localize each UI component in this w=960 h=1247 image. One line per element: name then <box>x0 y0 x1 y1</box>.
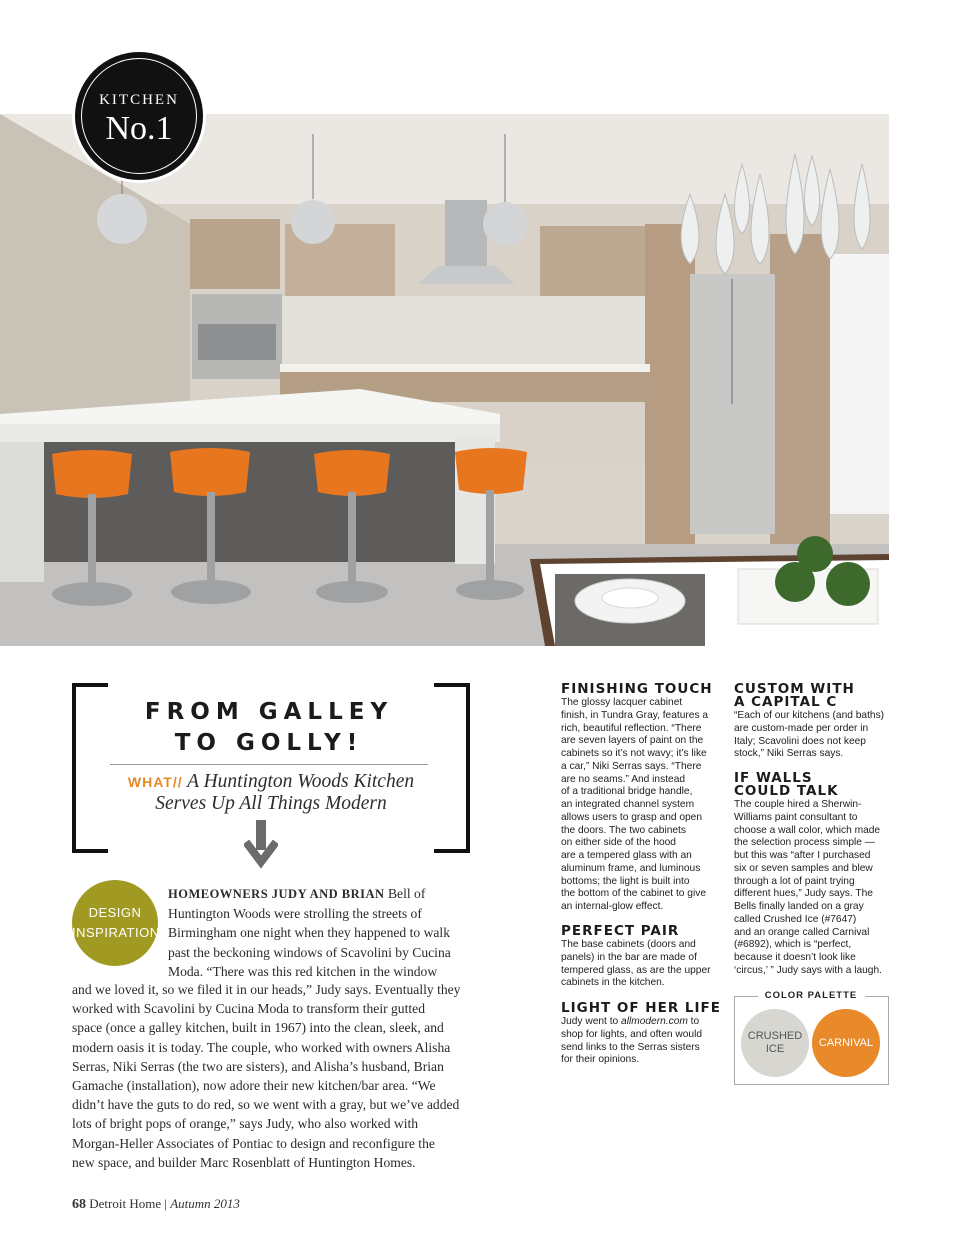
walls-title-line-1: IF WALLS <box>734 770 813 786</box>
swatch-label: ICE <box>765 1043 785 1055</box>
sidebar-line: send links to the Serras sisters <box>561 1041 700 1053</box>
deck <box>106 771 436 814</box>
body-line: Moda. “There was this red kitchen in the window <box>168 963 438 979</box>
badge-label: KITCHEN <box>99 92 179 108</box>
design-inspiration-line-1: DESIGN <box>88 905 142 920</box>
folio <box>72 1196 240 1213</box>
deck-line-2: Serves Up All Things Modern <box>155 793 387 814</box>
body-line: modern oasis it is today. The couple, who worked with owners Alisha <box>72 1039 451 1055</box>
sidebar-line: allows users to grasp and open <box>561 811 703 823</box>
color-palette-title: COLOR PALETTE <box>764 990 858 1001</box>
sidebar-line: an internal-glow effect. <box>561 901 664 912</box>
sidebar-line: ‘circus,’ ” Judy says with a laugh. <box>734 964 882 976</box>
sidebar-line: because it doesn’t look like <box>734 952 856 963</box>
body-line: Serras, Niki Serras (the two are sisters), and Alisha’s husband, Brian <box>72 1058 444 1074</box>
sidebar-line: an integrated channel system <box>561 799 695 810</box>
carnival-swatch <box>812 1009 880 1077</box>
custom-title <box>734 683 855 709</box>
what-slashes: // <box>172 774 183 790</box>
body-line: new space, and builder Marc Rosenblatt of Huntington Homes. <box>72 1154 416 1170</box>
headline-bracket-left <box>72 683 108 853</box>
palette-top-rule-left <box>734 996 758 997</box>
perfect-pair-title: PERFECT PAIR <box>561 923 680 939</box>
perfect-pair-text <box>561 939 721 990</box>
design-inspiration-badge <box>72 880 158 966</box>
allmodern-link[interactable]: allmodern.com <box>621 1016 688 1027</box>
body-line: didn’t have the guts to do red, so we went with a gray, but we’ve added <box>72 1097 460 1113</box>
sidebar-line: choose a wall color, which made <box>734 824 881 836</box>
what-label: WHAT <box>127 774 173 790</box>
sidebar-text: to <box>687 1016 700 1027</box>
sidebar-line: rich, beautiful reflection. “There <box>561 722 702 734</box>
body-wide <box>72 980 472 1172</box>
sidebar-line: The base cabinets (doors and <box>561 939 696 950</box>
sidebar-line: finish, in Tundra Gray, features a <box>561 709 709 721</box>
palette-top-rule-right <box>865 996 889 997</box>
headline-line-2: TO GOLLY! <box>174 730 364 756</box>
sidebar-line: cabinets so it’s not wavy; it’s like <box>561 748 707 759</box>
sidebar-line: the selection process simple — <box>734 837 875 849</box>
arrow-down-icon <box>244 820 278 870</box>
sidebar-line: (#6892), which is “perfect, <box>734 939 852 951</box>
sidebar-line: and an orange called Carnival <box>734 926 870 938</box>
sidebar-line: The couple hired a Sherwin- <box>734 799 862 810</box>
custom-text <box>734 710 894 761</box>
if-walls-title <box>734 772 839 798</box>
headline-bracket-right <box>434 683 470 853</box>
sidebar-line: the bottom of the cabinet to give <box>561 888 706 900</box>
deck-line-1: A Huntington Woods Kitchen <box>187 771 415 792</box>
finishing-touch-text <box>561 697 721 914</box>
body-lead: HOMEOWNERS JUDY AND BRIAN <box>168 887 385 901</box>
sidebar-line: a car,” Niki Serras says. “There <box>561 760 702 772</box>
custom-title-line-2: A CAPITAL C <box>734 694 838 710</box>
body-line: lots of bright pops of orange,” says Judy, who also worked with <box>72 1116 419 1132</box>
magazine-name: Detroit Home <box>89 1196 162 1211</box>
sidebar-line: the doors. The two cabinets <box>561 824 686 836</box>
if-walls-text <box>734 799 894 978</box>
sidebar-line: are a tempered glass with an <box>561 850 692 861</box>
headline-line-1: FROM GALLEY <box>144 699 394 725</box>
sidebar-line: on either side of the hood <box>561 837 676 849</box>
sidebar-line: aluminum frame, and luminous <box>561 862 701 874</box>
sidebar-line: shop for lights, and often would <box>561 1028 703 1040</box>
sidebar-text: Judy went to <box>561 1016 622 1027</box>
sidebar-line: called Crushed Ice (#7647) <box>734 913 857 925</box>
sidebar-line: “Each of our kitchens (and baths) <box>734 710 885 721</box>
sidebar-line: cabinets in the kitchen. <box>561 977 665 989</box>
kitchen-photo <box>0 114 889 646</box>
kitchen-number-badge <box>72 49 206 183</box>
sidebar-line: through a lot of paint trying <box>734 875 855 887</box>
page-number: 68 <box>72 1197 86 1212</box>
light-of-her-life-title: LIGHT OF HER LIFE <box>561 1000 721 1016</box>
body-line: Huntington Woods were strolling the streets of <box>168 906 422 922</box>
body-line: past the beckoning windows of Scavolini by Cucina <box>168 944 451 960</box>
headline-divider <box>110 764 428 765</box>
body-line: Bell of <box>384 886 426 901</box>
body-line: worked with Scavolini by Cucina Moda to transform their gutted <box>72 1001 425 1017</box>
crushed-ice-swatch <box>741 1009 809 1077</box>
sidebar-line: different hues,” Judy says. The <box>734 888 873 900</box>
sidebar-line: are custom-made per order in <box>734 722 869 734</box>
badge-number: No.1 <box>105 110 173 147</box>
swatch-label: CARNIVAL <box>818 1036 874 1049</box>
sidebar-line: are no seams.” And instead <box>561 773 686 785</box>
body-line: and we loved it, so we filed it in our heads,” Judy says. Eventually they <box>72 982 461 997</box>
headline <box>110 697 428 759</box>
sidebar-line: are seven layers of paint on the <box>561 735 704 747</box>
walls-title-line-2: COULD TALK <box>734 783 839 799</box>
design-inspiration-line-2: INSPIRATION <box>72 925 160 940</box>
sidebar-line: The glossy lacquer cabinet <box>561 697 683 708</box>
finishing-touch-title: FINISHING TOUCH <box>561 681 713 697</box>
light-of-her-life-text <box>561 1016 721 1067</box>
sidebar-line: but this was “after I purchased <box>734 850 871 861</box>
sidebar-line: bottoms; the light is built into <box>561 875 690 887</box>
sidebar-line: for their opinions. <box>561 1054 640 1066</box>
body-line: space (once a galley kitchen, built in 1967) into the clean, sleek, and <box>72 1020 444 1036</box>
sidebar-line: Bells finally landed on a gray <box>734 901 864 912</box>
issue-date: Autumn 2013 <box>170 1196 240 1211</box>
sidebar-line: tempered glass, as are the upper <box>561 964 711 976</box>
sidebar-line: Williams paint consultant to <box>734 811 858 823</box>
body-line: Gamache (installation), now adore their new kitchen/bar area. “We <box>72 1078 436 1094</box>
sidebar-line: panels) in the bar are made of <box>561 951 697 963</box>
sidebar-line: six or seven samples and blew <box>734 862 873 874</box>
custom-title-line-1: CUSTOM WITH <box>734 681 855 697</box>
body-line: Birmingham one night when they happened to walk <box>168 925 451 941</box>
body-narrow <box>168 884 468 981</box>
body-line: Morgan-Heller Associates of Pontiac to design and reconfigure the <box>72 1135 435 1151</box>
sidebar-line: Italy; Scavolini does not keep <box>734 735 866 747</box>
sidebar-line: of a traditional bridge handle, <box>561 786 693 798</box>
swatch-label: CRUSHED <box>747 1030 803 1042</box>
folio-separator: | <box>164 1196 167 1211</box>
sidebar-line: stock,” Niki Serras says. <box>734 748 844 760</box>
